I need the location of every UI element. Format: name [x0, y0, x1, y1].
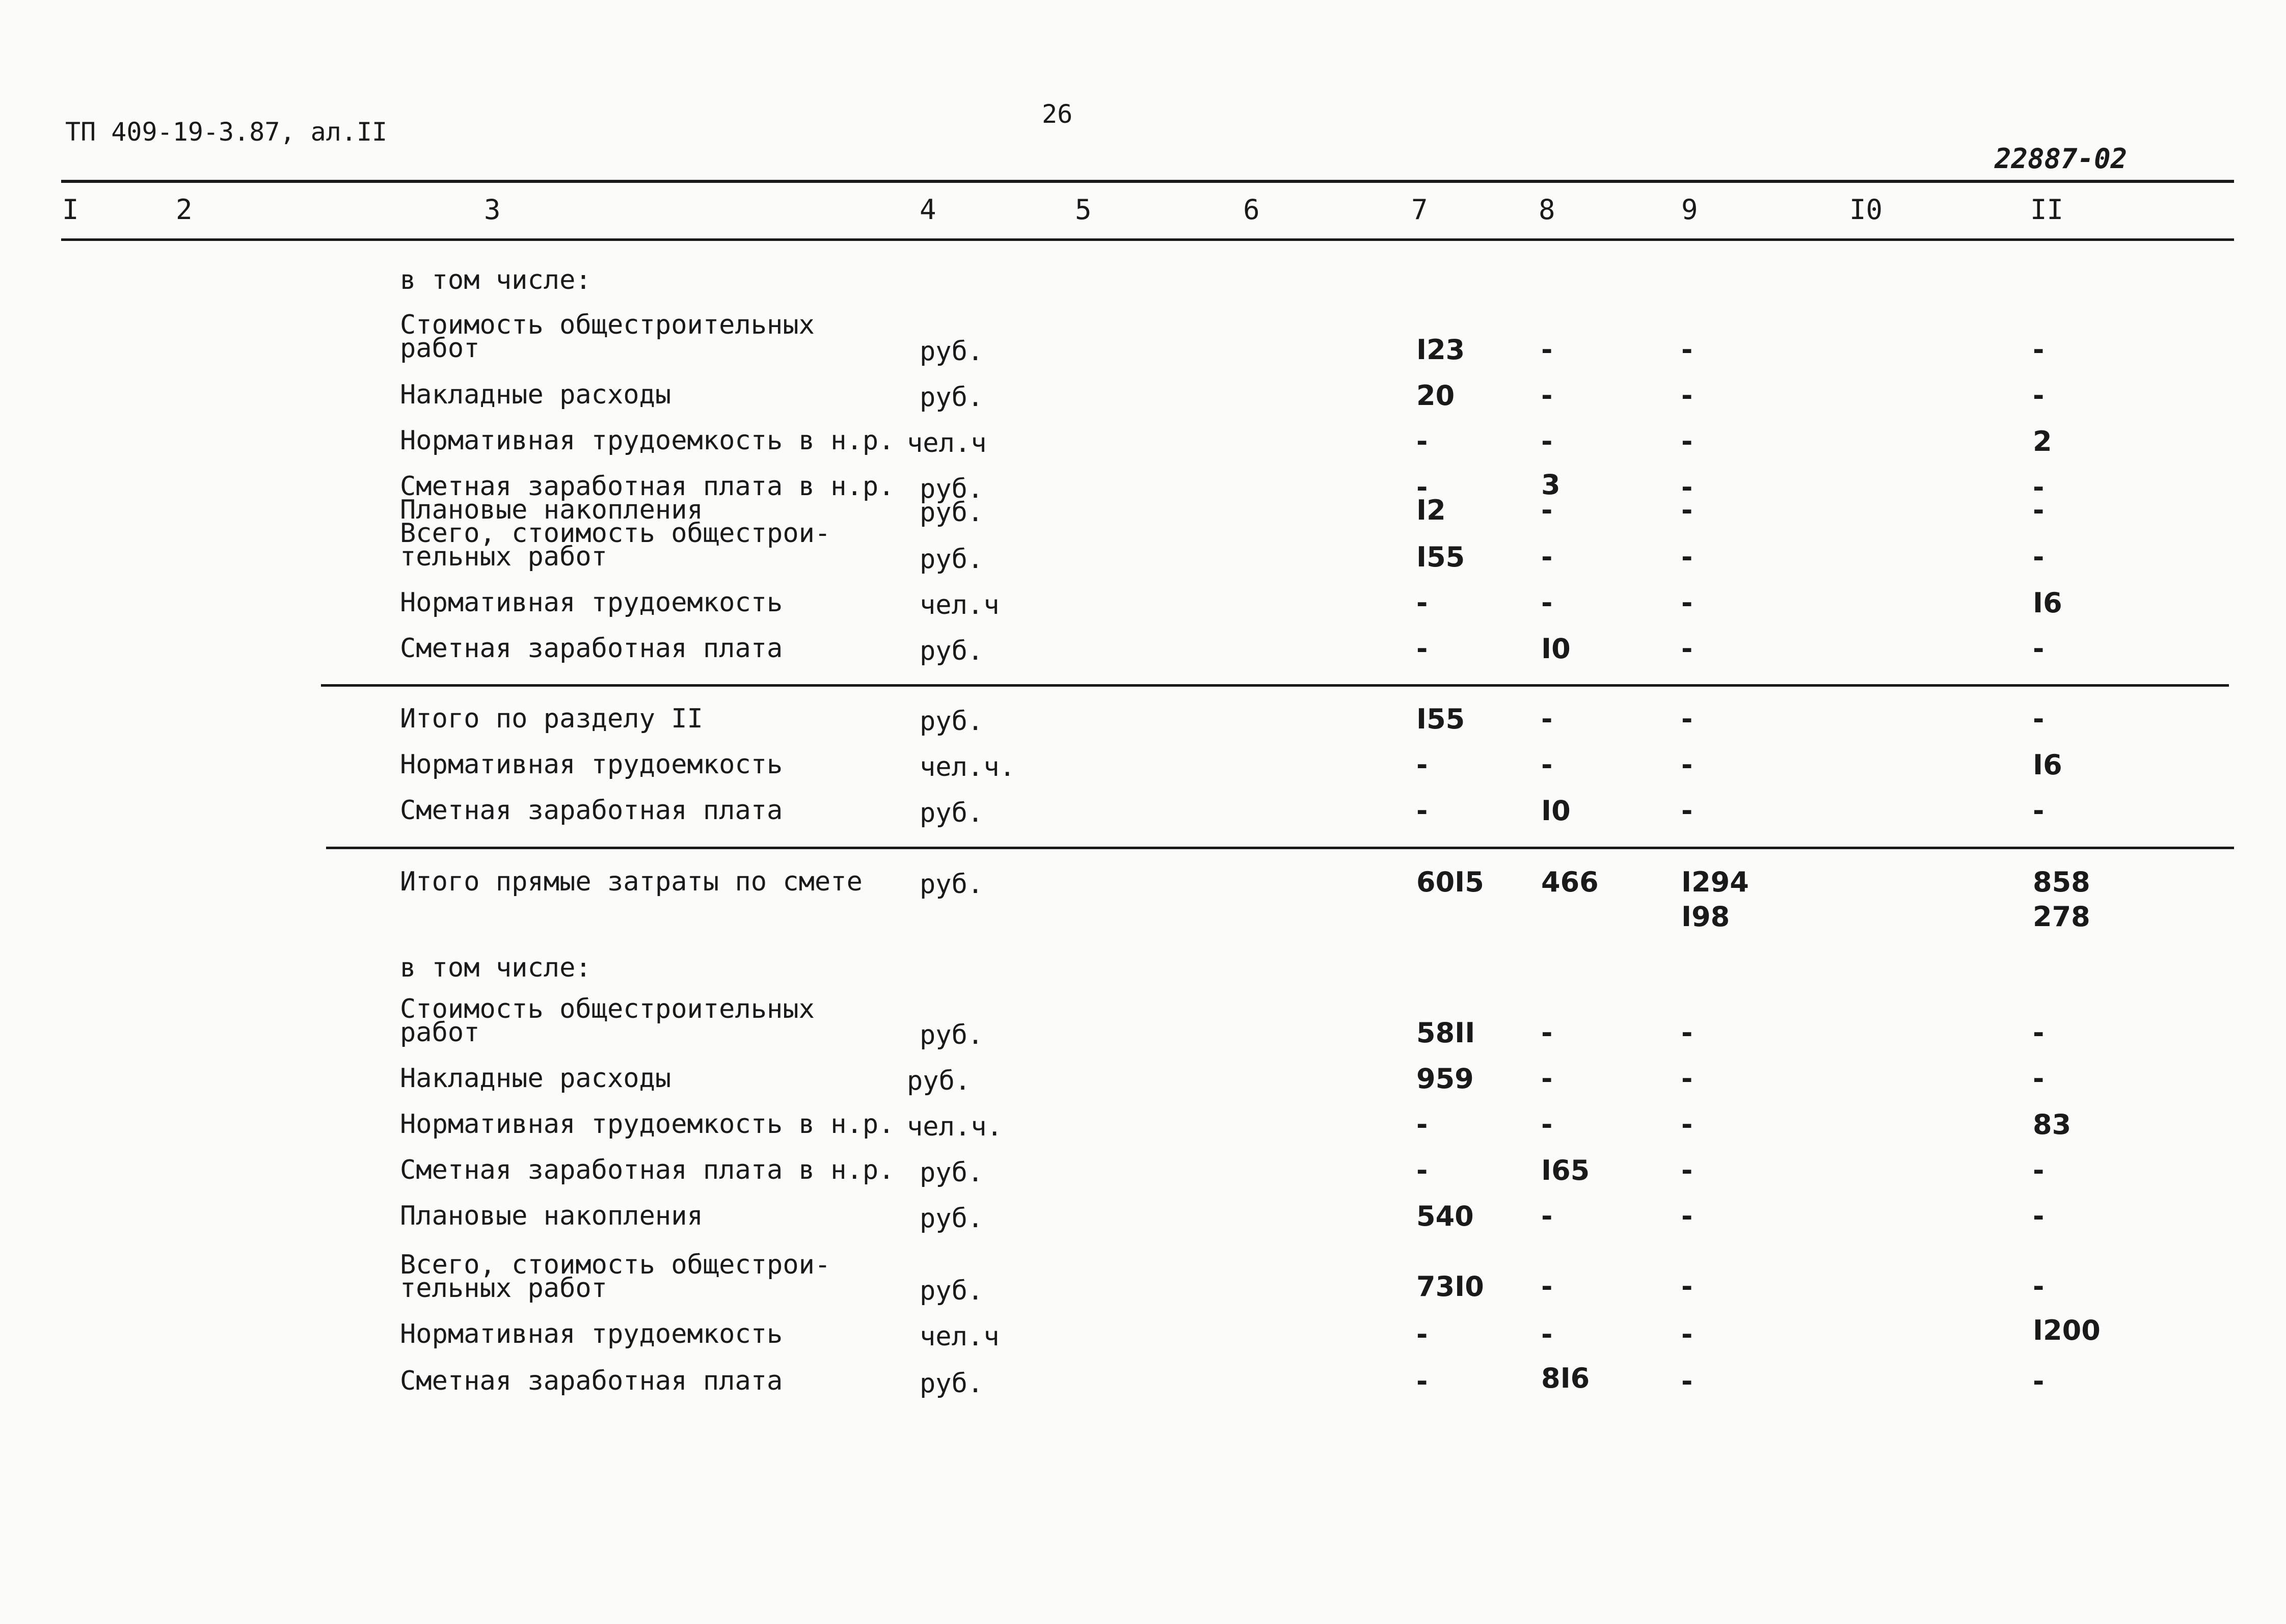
row-label: Нормативная трудоемкость [400, 1319, 783, 1349]
row-label: Накладные расходы [400, 380, 671, 410]
column-number: 4 [920, 194, 936, 226]
cell-col8: I65 [1541, 1154, 1590, 1186]
row-unit: руб. [920, 869, 984, 900]
row-label: Сметная заработная плата [400, 795, 783, 826]
cell-col8: 466 [1541, 866, 1599, 898]
row-unit: руб. [920, 1157, 984, 1188]
page-number: 26 [1042, 99, 1073, 129]
cell-col7: - [1416, 795, 1428, 827]
subheading: в том числе: [400, 265, 591, 295]
row-unit: руб. [920, 474, 984, 504]
cell-col11: - [2033, 795, 2045, 827]
row-label: Стоимость общестроительных работ [400, 310, 815, 364]
cell-col9: - [1681, 633, 1693, 665]
cell-col11: - [2033, 633, 2045, 665]
cell-col11: - [2033, 1270, 2045, 1303]
row-unit: руб. [920, 544, 984, 575]
cell-col8: - [1541, 1063, 1553, 1095]
row-label: Накладные расходы [400, 1063, 671, 1094]
cell-col9: - [1681, 1200, 1693, 1232]
cell-col11: I200 [2033, 1314, 2101, 1346]
row-unit: руб. [920, 1020, 984, 1050]
column-number: 8 [1539, 194, 1555, 226]
cell-col7: 959 [1416, 1063, 1474, 1095]
cell-col9: I294 [1681, 866, 1749, 898]
cell-col9: - [1681, 494, 1693, 526]
cell-col7: 58II [1416, 1017, 1475, 1049]
column-number: 2 [176, 194, 193, 226]
cell-col8: - [1541, 749, 1553, 781]
cell-col11: - [2033, 494, 2045, 526]
header-bottom-rule [61, 238, 2234, 241]
row-label: Сметная заработная плата [400, 1366, 783, 1396]
column-number: 7 [1411, 194, 1428, 226]
row-unit: руб. [907, 1066, 971, 1096]
cell-col7: - [1416, 1365, 1428, 1397]
cell-col7: 60I5 [1416, 866, 1484, 898]
cell-col7: - [1416, 425, 1428, 457]
row-unit: чел.ч [920, 590, 1000, 620]
section-divider [326, 847, 2234, 849]
column-number: I0 [1849, 194, 1883, 226]
row-unit: чел.ч. [920, 752, 1015, 782]
cell-col9: - [1681, 587, 1693, 619]
row-unit: руб. [920, 636, 984, 666]
row-unit: руб. [920, 706, 984, 737]
row-label: Нормативная трудоемкость в н.р. [400, 425, 895, 456]
cell-col8: 3 [1541, 469, 1561, 501]
cell-col7: I2 [1416, 494, 1446, 526]
column-number: 5 [1075, 194, 1092, 226]
cell-col11: - [2033, 1154, 2045, 1186]
cell-col11: - [2033, 541, 2045, 573]
row-label: Стоимость общестроительных работ [400, 994, 815, 1048]
cell-col9-secondary: I98 [1681, 901, 1730, 933]
cell-col11: - [2033, 1063, 2045, 1095]
cell-col8: - [1541, 334, 1553, 366]
row-unit: чел.ч. [907, 1112, 1003, 1142]
cell-col9: - [1681, 1108, 1693, 1141]
cell-col7: - [1416, 749, 1428, 781]
row-label: Нормативная трудоемкость [400, 749, 783, 780]
cell-col7: I55 [1416, 703, 1465, 735]
row-unit: руб. [920, 1276, 984, 1306]
row-unit: руб. [920, 336, 984, 367]
cell-col7: - [1416, 1154, 1428, 1186]
cell-col11: I6 [2033, 587, 2062, 619]
cell-col9: - [1681, 1063, 1693, 1095]
cell-col11: - [2033, 1200, 2045, 1232]
cell-col7: - [1416, 1318, 1428, 1350]
row-label: Итого прямые затраты по смете [400, 867, 863, 897]
cell-col9: - [1681, 425, 1693, 457]
column-number: 6 [1243, 194, 1260, 226]
document-code: ТП 409-19-3.87, ал.II [65, 117, 388, 147]
column-number: 3 [484, 194, 501, 226]
cell-col9: - [1681, 749, 1693, 781]
cell-col11: - [2033, 471, 2045, 503]
cell-col8: - [1541, 1108, 1553, 1141]
column-number: II [2030, 194, 2064, 226]
row-label: Плановые накопления [400, 495, 703, 525]
cell-col11: - [2033, 703, 2045, 735]
row-label: Нормативная трудоемкость в н.р. [400, 1109, 895, 1140]
row-unit: руб. [920, 497, 984, 528]
cell-col8: - [1541, 1318, 1553, 1350]
cell-col8: I0 [1541, 795, 1571, 827]
cell-col7: 20 [1416, 380, 1455, 412]
cell-col7: - [1416, 1108, 1428, 1141]
row-label: Всего, стоимость общестрои- тельных работ [400, 1250, 831, 1304]
cell-col11-secondary: 278 [2033, 901, 2090, 933]
row-label: Плановые накопления [400, 1201, 703, 1231]
cell-col11: 2 [2033, 425, 2052, 457]
row-label: Сметная заработная плата в н.р. [400, 1155, 895, 1185]
cell-col7: I23 [1416, 334, 1465, 366]
cell-col7: - [1416, 471, 1428, 503]
cell-col9: - [1681, 1365, 1693, 1397]
cell-col11: - [2033, 334, 2045, 366]
cell-col9: - [1681, 541, 1693, 573]
cell-col9: - [1681, 703, 1693, 735]
subheading: в том числе: [400, 953, 591, 983]
cell-col7: - [1416, 587, 1428, 619]
cell-col8: - [1541, 380, 1553, 412]
cell-col7: - [1416, 633, 1428, 665]
cell-col8: - [1541, 703, 1553, 735]
cell-col11: 83 [2033, 1108, 2072, 1141]
cell-col9: - [1681, 334, 1693, 366]
row-label: Итого по разделу II [400, 703, 703, 734]
cell-col8: - [1541, 1270, 1553, 1303]
cell-col8: - [1541, 425, 1553, 457]
cell-col7: 73I0 [1416, 1270, 1484, 1303]
cell-col8: I0 [1541, 633, 1571, 665]
cell-col11: I6 [2033, 749, 2062, 781]
cell-col11: - [2033, 380, 2045, 412]
cell-col7: 540 [1416, 1200, 1474, 1232]
row-label: Нормативная трудоемкость [400, 587, 783, 618]
row-unit: чел.ч [907, 428, 987, 458]
row-label: Сметная заработная плата в н.р. [400, 471, 895, 502]
archive-number: 22887-02 [1995, 143, 2128, 175]
cell-col11: - [2033, 1365, 2045, 1397]
cell-col11: - [2033, 1017, 2045, 1049]
cell-col8: 8I6 [1541, 1362, 1590, 1394]
row-label: Сметная заработная плата [400, 633, 783, 664]
section-divider [321, 684, 2229, 687]
row-unit: руб. [920, 382, 984, 413]
row-unit: чел.ч [920, 1321, 1000, 1352]
cell-col9: - [1681, 1017, 1693, 1049]
cell-col8: - [1541, 1200, 1553, 1232]
cell-col9: - [1681, 471, 1693, 503]
row-unit: руб. [920, 1203, 984, 1234]
cell-col9: - [1681, 380, 1693, 412]
row-unit: руб. [920, 1368, 984, 1399]
row-unit: руб. [920, 798, 984, 828]
cell-col8: - [1541, 587, 1553, 619]
column-number: 9 [1681, 194, 1698, 226]
cell-col9: - [1681, 1154, 1693, 1186]
cell-col11: 858 [2033, 866, 2090, 898]
header-top-rule [61, 180, 2234, 183]
cell-col7: I55 [1416, 541, 1465, 573]
cell-col8: - [1541, 541, 1553, 573]
cell-col9: - [1681, 795, 1693, 827]
cell-col9: - [1681, 1318, 1693, 1350]
cell-col8: - [1541, 494, 1553, 526]
cell-col8: - [1541, 1017, 1553, 1049]
column-number: I [62, 194, 79, 226]
row-label: Всего, стоимость общестрои- тельных работ [400, 518, 831, 572]
cell-col9: - [1681, 1270, 1693, 1303]
